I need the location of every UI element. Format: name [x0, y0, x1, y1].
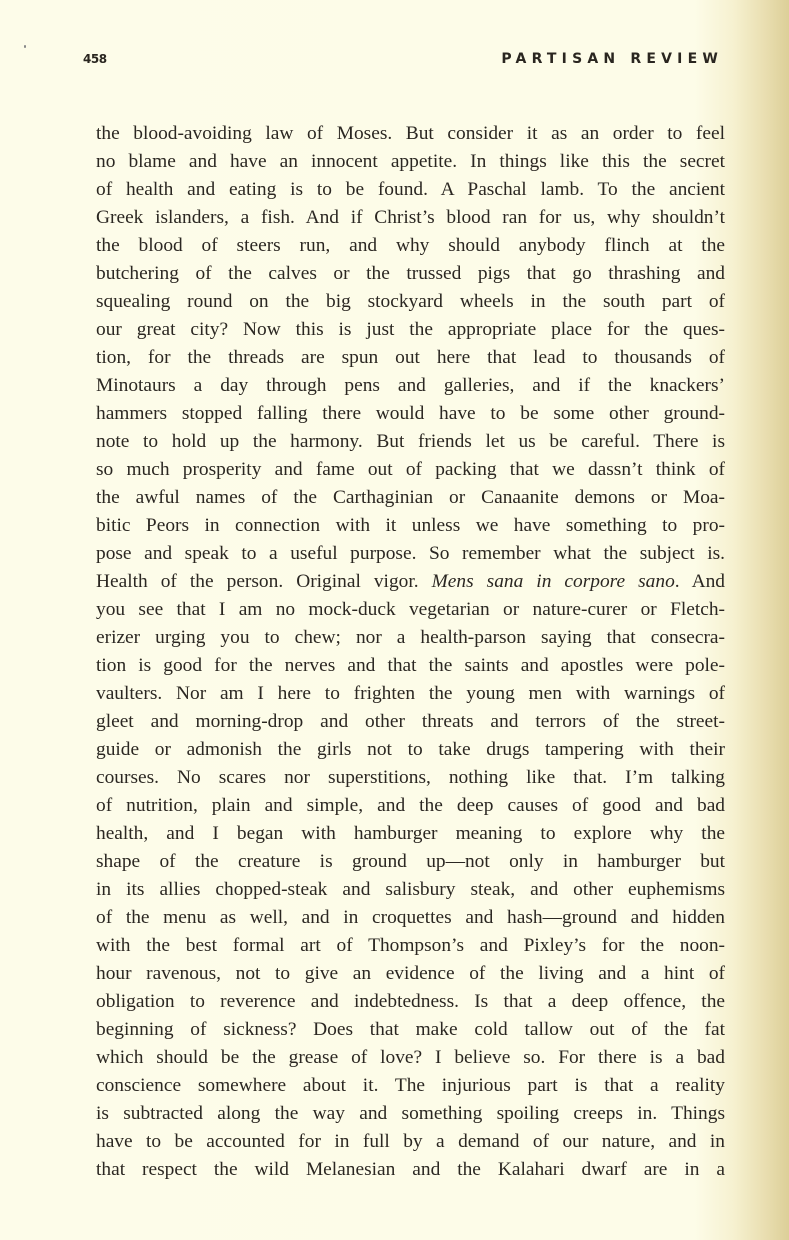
text-line: of health and eating is to be found. A Paschal lamb. To the ancient [96, 179, 725, 200]
page-number: 458 [83, 52, 107, 66]
text-line: butchering of the calves or the trussed pigs that go thrashing and [96, 263, 725, 284]
text-line: beginning of sickness? Does that make cold tallow out of the fat [96, 1019, 725, 1040]
text-line: is subtracted along the way and something spoiling creeps in. Things [96, 1103, 725, 1124]
text-line: our great city? Now this is just the appropriate place for the ques- [96, 319, 725, 340]
text-line: hour ravenous, not to give an evidence of the living and a hint of [96, 963, 725, 984]
text-line: guide or admonish the girls not to take drugs tampering with their [96, 739, 725, 760]
page-header [83, 52, 723, 76]
latin-phrase: Mens sana in corpore sano [431, 571, 675, 592]
text-line: the awful names of the Carthaginian or Canaanite demons or Moa- [96, 487, 725, 508]
text-line: which should be the grease of love? I believe so. For there is a bad [96, 1047, 725, 1068]
text-line: no blame and have an innocent appetite. In things like this the secret [96, 151, 725, 172]
scan-speck [24, 45, 26, 48]
text-line: pose and speak to a useful purpose. So remember what the subject is. [96, 543, 725, 564]
text-line: in its allies chopped-steak and salisbury steak, and other euphemisms [96, 879, 725, 900]
text-line: the blood of steers run, and why should anybody flinch at the [96, 235, 725, 256]
text-run: . And [674, 571, 725, 592]
text-line: gleet and morning-drop and other threats and terrors of the street- [96, 711, 725, 732]
text-line: erizer urging you to chew; nor a health-parson saying that consecra- [96, 627, 725, 648]
text-line: have to be accounted for in full by a demand of our nature, and in [96, 1131, 725, 1152]
text-line: tion is good for the nerves and that the saints and apostles were pole- [96, 655, 725, 676]
text-line: courses. No scares nor superstitions, nothing like that. I’m talking [96, 767, 725, 788]
text-line: bitic Peors in connection with it unless we have something to pro- [96, 515, 725, 536]
text-line: of the menu as well, and in croquettes and hash—ground and hidden [96, 907, 725, 928]
text-line: Greek islanders, a fish. And if Christ’s blood ran for us, why shouldn’t [96, 207, 725, 228]
text-line: you see that I am no mock-duck vegetarian or nature-curer or Fletch- [96, 599, 725, 620]
text-line: shape of the creature is ground up—not only in hamburger but [96, 851, 725, 872]
text-line: tion, for the threads are spun out here that lead to thousands of [96, 347, 725, 368]
text-line: with the best formal art of Thompson’s and Pixley’s for the noon- [96, 935, 725, 956]
text-line: so much prosperity and fame out of packing that we dassn’t think of [96, 459, 725, 480]
text-line: vaulters. Nor am I here to frighten the young men with warnings of [96, 683, 725, 704]
text-line-with-italic [96, 568, 725, 596]
text-line: that respect the wild Melanesian and the Kalahari dwarf are in a [96, 1159, 725, 1180]
text-line: conscience somewhere about it. The injurious part is that a reality [96, 1075, 725, 1096]
text-line: obligation to reverence and indebtedness. Is that a deep offence, the [96, 991, 725, 1012]
text-line: Minotaurs a day through pens and galleries, and if the knackers’ [96, 375, 725, 396]
text-line: of nutrition, plain and simple, and the deep causes of good and bad [96, 795, 725, 816]
text-run: Health of the person. Original vigor. [96, 571, 432, 592]
text-line: health, and I began with hamburger meaning to explore why the [96, 823, 725, 844]
text-line: squealing round on the big stockyard wheels in the south part of [96, 291, 725, 312]
running-head: PARTISAN REVIEW [501, 51, 723, 67]
text-line: note to hold up the harmony. But friends let us be careful. There is [96, 431, 725, 452]
body-text [96, 120, 725, 1184]
text-line: hammers stopped falling there would have to be some other ground- [96, 403, 725, 424]
text-line: the blood-avoiding law of Moses. But consider it as an order to feel [96, 123, 725, 144]
